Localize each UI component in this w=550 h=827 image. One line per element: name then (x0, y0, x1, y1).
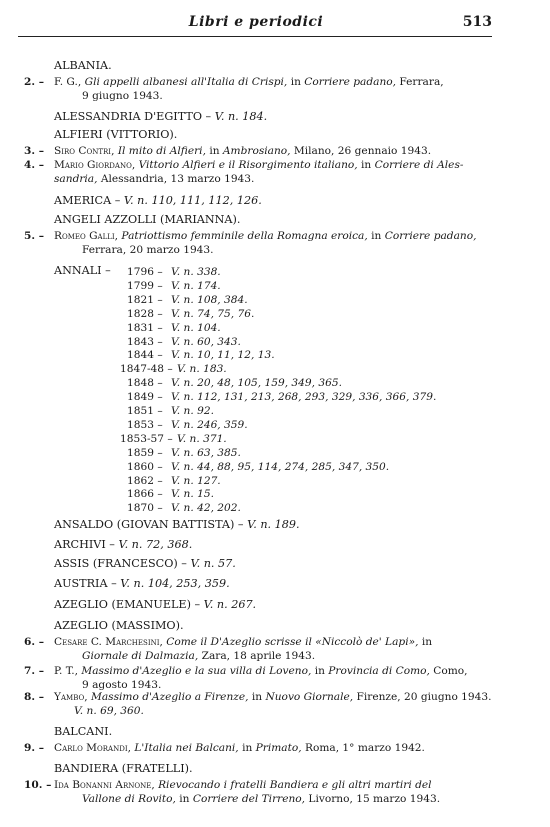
annali-year: 1870 – (127, 502, 163, 515)
entry-8-line1: Yambo, Massimo d'Azeglio a Firenze, in Nuovo Giornale, Firenze, 20 giugno 1943. (54, 691, 492, 703)
entry-3-line1: Siro Contri, Il mito di Alfieri, in Ambrosiano, Milano, 26 gennaio 1943. (54, 145, 432, 157)
page-number: 513 (462, 14, 492, 30)
annali-ref: V. n. 371. (177, 432, 227, 445)
entry-number: 4. – (24, 159, 45, 171)
entry-7-line1: P. T., Massimo d'Azeglio e la sua villa di Loveno, in Provincia di Como, Como, (54, 665, 468, 677)
heading-balcani: BALCANI. (54, 725, 113, 738)
annali-ref: V. n. 10, 11, 12, 13. (171, 349, 275, 362)
annali-year: 1796 – (127, 266, 163, 278)
annali-ref: V. n. 104. (171, 321, 221, 334)
entry-9-line1: Carlo Morandi, L'Italia nei Balcani, in Primato, Roma, 1° marzo 1942. (54, 742, 425, 754)
annali-ref: V. n. 112, 131, 213, 268, 293, 329, 336, 366, 379. (171, 391, 437, 404)
annali-year: 1847-48 – (120, 363, 173, 376)
entry-10-line2: Vallone di Rovito, in Corriere del Tirreno, Livorno, 15 marzo 1943. (82, 793, 441, 805)
annali-year: 1799 – (127, 279, 163, 292)
entry-6-line1: Cesare C. Marchesini, Come il D'Azeglio scrisse il «Niccolò de' Lapi», in (54, 636, 433, 648)
heading-azeglio-emanuele: AZEGLIO (EMANUELE) – V. n. 267. (54, 598, 257, 611)
annali-year: 1848 – (127, 377, 163, 390)
annali-year: 1853 – (127, 418, 163, 431)
heading-angeli: ANGELI AZZOLLI (MARIANNA). (54, 213, 241, 226)
heading-alessandria: ALESSANDRIA D'EGITTO – V. n. 184. (54, 110, 268, 123)
entry-5-line2: Ferrara, 20 marzo 1943. (82, 244, 214, 256)
annali-year: 1821 – (127, 293, 163, 306)
entry-number: 2. – (24, 76, 45, 88)
annali-ref: V. n. 20, 48, 105, 159, 349, 365. (171, 377, 342, 390)
entry-6-line2: Giornale di Dalmazia, Zara, 18 aprile 1943. (82, 650, 316, 662)
entry-4-line2: sandria, Alessandria, 13 marzo 1943. (54, 173, 255, 185)
annali-year: 1844 – (127, 349, 163, 362)
annali-ref: V. n. 44, 88, 95, 114, 274, 285, 347, 350. (171, 460, 390, 473)
running-header (20, 14, 492, 34)
heading-alfieri: ALFIERI (VITTORIO). (54, 128, 178, 141)
annali-year: 1849 – (127, 391, 163, 404)
heading-annali: ANNALI – (54, 264, 111, 277)
heading-ansaldo: ANSALDO (GIOVAN BATTISTA) – V. n. 189. (54, 518, 300, 531)
annali-year: 1860 – (127, 460, 163, 473)
heading-assis: ASSIS (FRANCESCO) – V. n. 57. (54, 557, 236, 570)
entry-number: 7. – (24, 665, 45, 677)
annali-year: 1843 – (127, 335, 163, 348)
heading-archivi: ARCHIVI – V. n. 72, 368. (54, 538, 193, 551)
annali-year: 1859 – (127, 446, 163, 459)
heading-azeglio-massimo: AZEGLIO (MASSIMO). (54, 619, 184, 632)
annali-ref: V. n. 338. (171, 266, 221, 278)
annali-year: 1866 – (127, 488, 163, 501)
entry-number: 3. – (24, 145, 45, 157)
annali-ref: V. n. 127. (171, 474, 221, 487)
annali-ref: V. n. 108, 384. (171, 293, 248, 306)
heading-austria: AUSTRIA – V. n. 104, 253, 359. (54, 577, 230, 590)
annali-ref: V. n. 42, 202. (171, 502, 241, 515)
entry-2-line1: F. G., Gli appelli albanesi all'Italia di Crispi, in Corriere padano, Ferrara, (54, 76, 444, 88)
annali-year: 1862 – (127, 474, 163, 487)
heading-bandiera: BANDIERA (FRATELLI). (54, 762, 193, 775)
annali-ref: V. n. 74, 75, 76. (171, 307, 255, 320)
entry-2-line2: 9 giugno 1943. (82, 90, 163, 102)
entry-10-line1: Ida Bonanni Arnone, Rievocando i fratelli Bandiera e gli altri martiri del (54, 779, 432, 791)
annali-year: 1851 – (127, 405, 163, 417)
heading-america: AMERICA – V. n. 110, 111, 112, 126. (54, 194, 262, 207)
entry-5-line1: Romeo Galli, Patriottismo femminile della Romagna eroica, in Corriere padano, (54, 230, 477, 242)
annali-ref: V. n. 183. (177, 363, 227, 376)
annali-ref: V. n. 246, 359. (171, 418, 248, 431)
annali-ref: V. n. 63, 385. (171, 446, 241, 459)
heading-albania: ALBANIA. (54, 59, 112, 72)
entry-number: 8. – (24, 691, 45, 703)
annali-year: 1828 – (127, 307, 163, 320)
running-title: Libri e periodici (188, 14, 324, 30)
entry-number: 5. – (24, 230, 45, 242)
entry-8-line2: V. n. 69, 360. (74, 705, 144, 717)
header-rule (18, 36, 492, 37)
annali-ref: V. n. 15. (171, 488, 214, 501)
entry-number: 10. – (24, 779, 52, 791)
annali-ref: V. n. 174. (171, 279, 221, 292)
entry-7-line2: 9 agosto 1943. (82, 679, 162, 691)
entry-4-line1: Mario Giordano, Vittorio Alfieri e il Risorgimento italiano, in Corriere di Ales- (54, 159, 464, 171)
annali-ref: V. n. 60, 343. (171, 335, 241, 348)
annali-year: 1831 – (127, 321, 163, 334)
annali-ref: V. n. 92. (171, 405, 214, 417)
annali-year: 1853-57 – (120, 432, 173, 445)
entry-number: 6. – (24, 636, 45, 648)
entry-number: 9. – (24, 742, 45, 754)
